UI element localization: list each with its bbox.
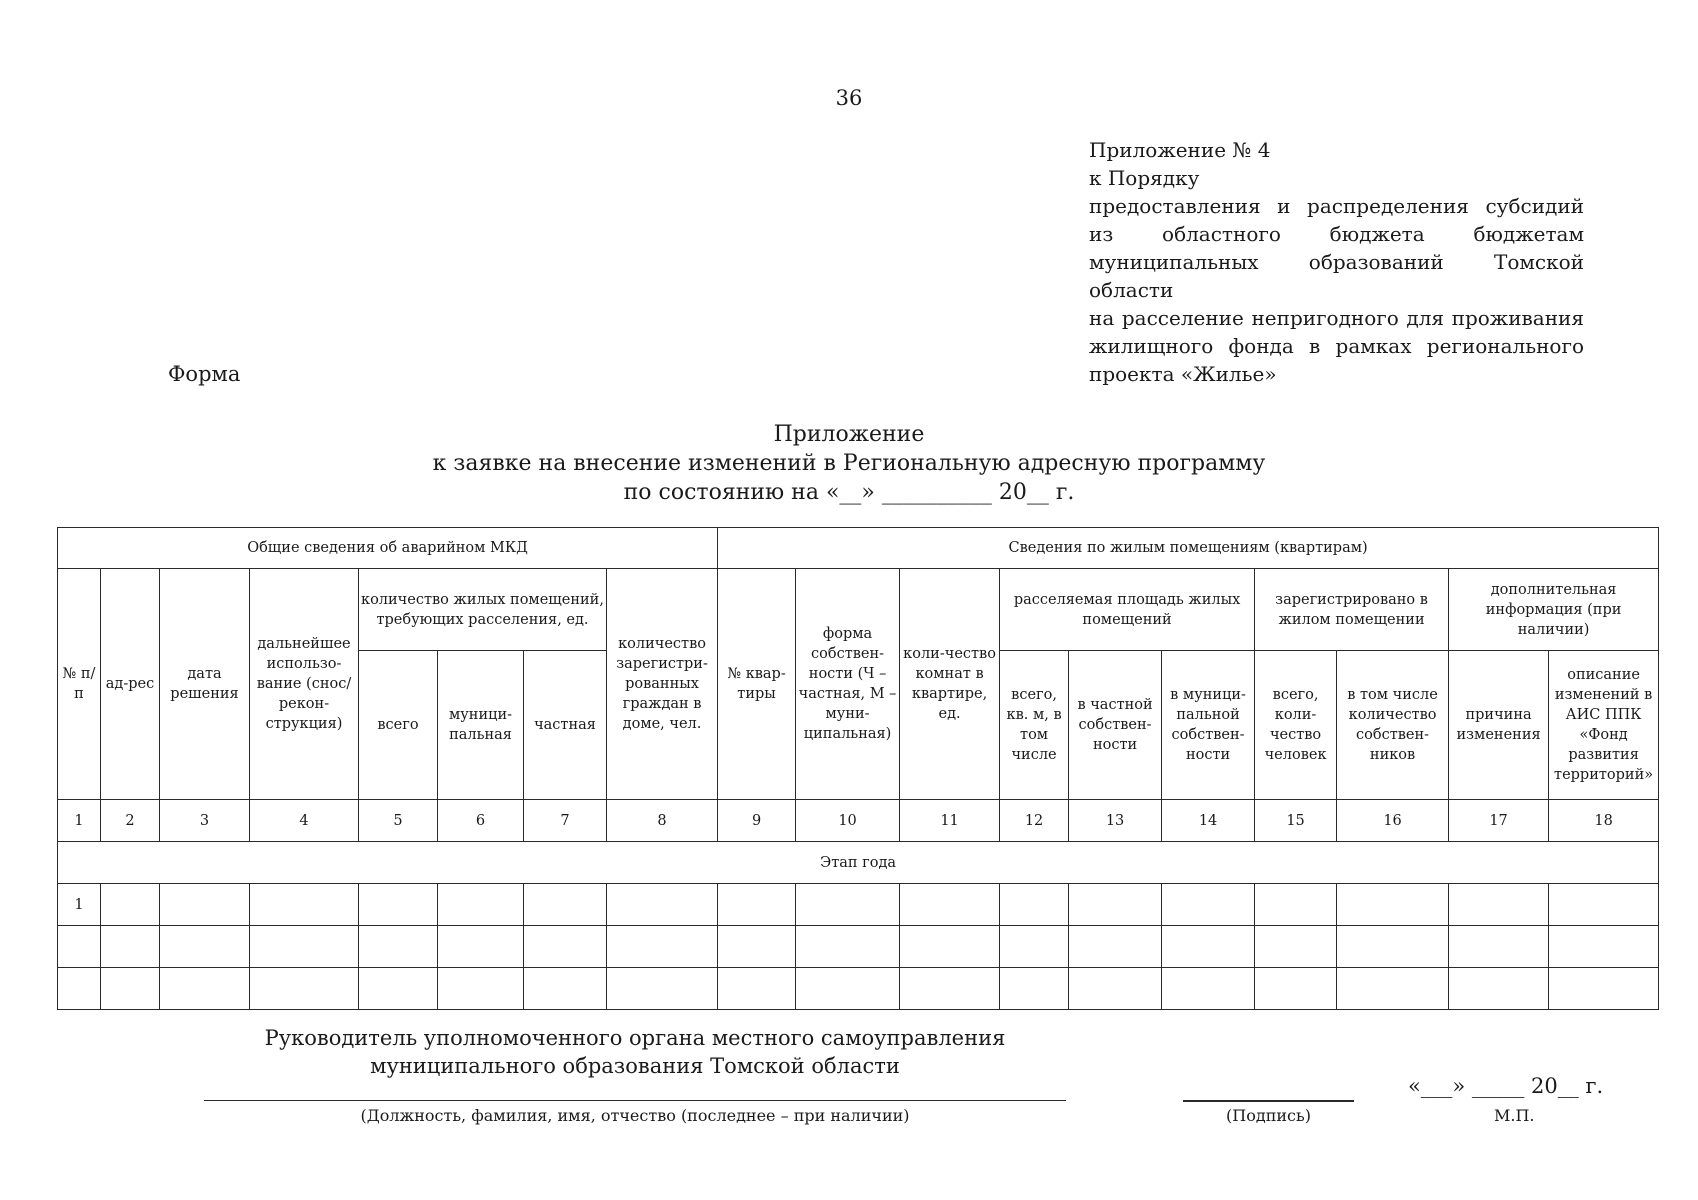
date-field[interactable]: «___» _____ 20__ г. <box>1408 1074 1604 1098</box>
table-cell[interactable] <box>101 884 160 926</box>
table-cell[interactable] <box>607 884 718 926</box>
table-cell[interactable] <box>359 884 438 926</box>
row-number: 1 <box>58 884 101 926</box>
table-cell[interactable] <box>101 926 160 968</box>
table-cell[interactable] <box>1449 926 1549 968</box>
header-area-private: в частной собствен-ности <box>1069 651 1162 800</box>
column-number: 13 <box>1069 800 1162 842</box>
column-number: 15 <box>1255 800 1337 842</box>
table-cell[interactable] <box>160 884 250 926</box>
table-cell[interactable] <box>1162 926 1255 968</box>
application-table <box>57 527 1659 1010</box>
header-premises-group: количество жилых помещений, требующих расселения, ед. <box>359 569 607 651</box>
column-number: 18 <box>1549 800 1659 842</box>
table-cell[interactable] <box>1000 968 1069 1010</box>
document-title <box>0 420 1698 507</box>
annex-line-7: жилищного фонда в рамках регионального <box>1089 334 1584 358</box>
header-further-use: дальнейшее использо-вание (снос/ рекон-струкция) <box>250 569 359 800</box>
header-area-total: всего, кв. м, в том числе <box>1000 651 1069 800</box>
table-cell[interactable] <box>1549 926 1659 968</box>
signature-caption: (Подпись) <box>1226 1106 1311 1125</box>
table-cell[interactable] <box>1255 968 1337 1010</box>
table-cell[interactable] <box>250 968 359 1010</box>
column-number: 6 <box>438 800 524 842</box>
table-cell[interactable] <box>796 884 900 926</box>
annex-line-2: к Порядку <box>1089 166 1200 190</box>
column-number: 10 <box>796 800 900 842</box>
table-cell[interactable] <box>524 968 607 1010</box>
signer-line-2: муниципального образования Томской области <box>370 1054 900 1078</box>
header-registered-citizens: количество зарегистри-рованных граждан в доме, чел. <box>607 569 718 800</box>
table-cell[interactable] <box>101 968 160 1010</box>
form-label: Форма <box>168 362 241 386</box>
table-cell[interactable] <box>1000 884 1069 926</box>
table-cell[interactable] <box>1000 926 1069 968</box>
page-number: 36 <box>835 86 863 110</box>
annex-line-1: Приложение № 4 <box>1089 138 1271 162</box>
table-cell[interactable] <box>607 926 718 968</box>
header-area-group: расселяемая площадь жилых помещений <box>1000 569 1255 651</box>
table-cell[interactable] <box>160 926 250 968</box>
table-cell[interactable] <box>1069 926 1162 968</box>
table-cell[interactable] <box>359 926 438 968</box>
annex-line-5: муниципальных образований Томской области <box>1089 250 1584 302</box>
table-cell[interactable] <box>524 884 607 926</box>
table-cell[interactable] <box>438 926 524 968</box>
column-number: 17 <box>1449 800 1549 842</box>
table-cell[interactable] <box>900 926 1000 968</box>
table-cell[interactable] <box>900 884 1000 926</box>
table-cell[interactable] <box>607 968 718 1010</box>
annex-line-8: проекта «Жилье» <box>1089 362 1277 386</box>
position-caption: (Должность, фамилия, имя, отчество (последнее – при наличии) <box>360 1106 910 1125</box>
header-decision-date: дата решения <box>160 569 250 800</box>
column-numbers-row <box>58 800 1659 842</box>
column-number: 16 <box>1337 800 1449 842</box>
table-cell[interactable] <box>1069 968 1162 1010</box>
header-change-reason: причина изменения <box>1449 651 1549 800</box>
group-header-apartments: Сведения по жилым помещениям (квартирам) <box>718 528 1659 569</box>
table-cell[interactable] <box>524 926 607 968</box>
header-ownership-form: форма собствен-ности (Ч – частная, М – муни-ципальная) <box>796 569 900 800</box>
table-cell[interactable] <box>1162 884 1255 926</box>
header-extra-group: дополнительная информация (при наличии) <box>1449 569 1659 651</box>
table-cell[interactable] <box>250 926 359 968</box>
column-number: 1 <box>58 800 101 842</box>
column-number: 12 <box>1000 800 1069 842</box>
table-cell[interactable] <box>1255 884 1337 926</box>
table-cell[interactable] <box>1549 884 1659 926</box>
table-cell[interactable] <box>1337 884 1449 926</box>
table-row <box>58 884 1659 926</box>
seal-caption: М.П. <box>1494 1106 1535 1125</box>
group-header-building: Общие сведения об аварийном МКД <box>58 528 718 569</box>
header-registered-group: зарегистрировано в жилом помещении <box>1255 569 1449 651</box>
column-number: 8 <box>607 800 718 842</box>
table-cell[interactable] <box>58 968 101 1010</box>
table-cell[interactable] <box>796 926 900 968</box>
column-number: 11 <box>900 800 1000 842</box>
position-signature-line[interactable] <box>204 1100 1066 1101</box>
table-cell[interactable] <box>1162 968 1255 1010</box>
title-line-3: по состоянию на «__» __________ 20__ г. <box>623 480 1075 505</box>
table-cell[interactable] <box>1069 884 1162 926</box>
signature-line[interactable] <box>1183 1100 1354 1102</box>
table-cell[interactable] <box>1449 884 1549 926</box>
table-cell[interactable] <box>250 884 359 926</box>
table-cell[interactable] <box>1549 968 1659 1010</box>
table-row <box>58 926 1659 968</box>
table-cell[interactable] <box>58 926 101 968</box>
column-number: 4 <box>250 800 359 842</box>
column-number: 2 <box>101 800 160 842</box>
header-num: № п/п <box>58 569 101 800</box>
table-cell[interactable] <box>1449 968 1549 1010</box>
table-cell[interactable] <box>359 968 438 1010</box>
column-number: 14 <box>1162 800 1255 842</box>
table-cell[interactable] <box>1337 926 1449 968</box>
column-number: 5 <box>359 800 438 842</box>
title-line-1: Приложение <box>773 422 925 447</box>
table-cell[interactable] <box>718 926 796 968</box>
table-cell[interactable] <box>438 884 524 926</box>
header-premises-private: частная <box>524 651 607 800</box>
table-cell[interactable] <box>1255 926 1337 968</box>
stage-row: Этап года <box>58 842 1659 884</box>
title-line-2: к заявке на внесение изменений в Региональную адресную программу <box>432 451 1266 476</box>
annex-line-4: из областного бюджета бюджетам <box>1089 222 1584 246</box>
annex-line-3: предоставления и распределения субсидий <box>1089 194 1584 218</box>
header-address: ад-рес <box>101 569 160 800</box>
header-premises-municipal: муници-пальная <box>438 651 524 800</box>
table-cell[interactable] <box>900 968 1000 1010</box>
header-rooms: коли-чество комнат в квартире, ед. <box>900 569 1000 800</box>
table-cell[interactable] <box>1337 968 1449 1010</box>
header-registered-owners: в том числе количество собствен-ников <box>1337 651 1449 800</box>
table-cell[interactable] <box>160 968 250 1010</box>
table-cell[interactable] <box>718 884 796 926</box>
table-cell[interactable] <box>438 968 524 1010</box>
header-ais-description: описание изменений в АИС ППК «Фонд развития территорий» <box>1549 651 1659 800</box>
column-number: 9 <box>718 800 796 842</box>
table-cell[interactable] <box>718 968 796 1010</box>
annex-line-6: на расселение непригодного для проживания <box>1089 306 1584 330</box>
column-number: 3 <box>160 800 250 842</box>
annex-header <box>1089 136 1584 388</box>
header-flat-number: № квар-тиры <box>718 569 796 800</box>
header-area-municipal: в муници-пальной собствен-ности <box>1162 651 1255 800</box>
header-premises-total: всего <box>359 651 438 800</box>
signer-line-1: Руководитель уполномоченного органа местного самоуправления <box>264 1026 1006 1050</box>
table-row <box>58 968 1659 1010</box>
signer-title <box>0 1024 1270 1080</box>
table-cell[interactable] <box>796 968 900 1010</box>
header-registered-total: всего, коли-чество человек <box>1255 651 1337 800</box>
column-number: 7 <box>524 800 607 842</box>
